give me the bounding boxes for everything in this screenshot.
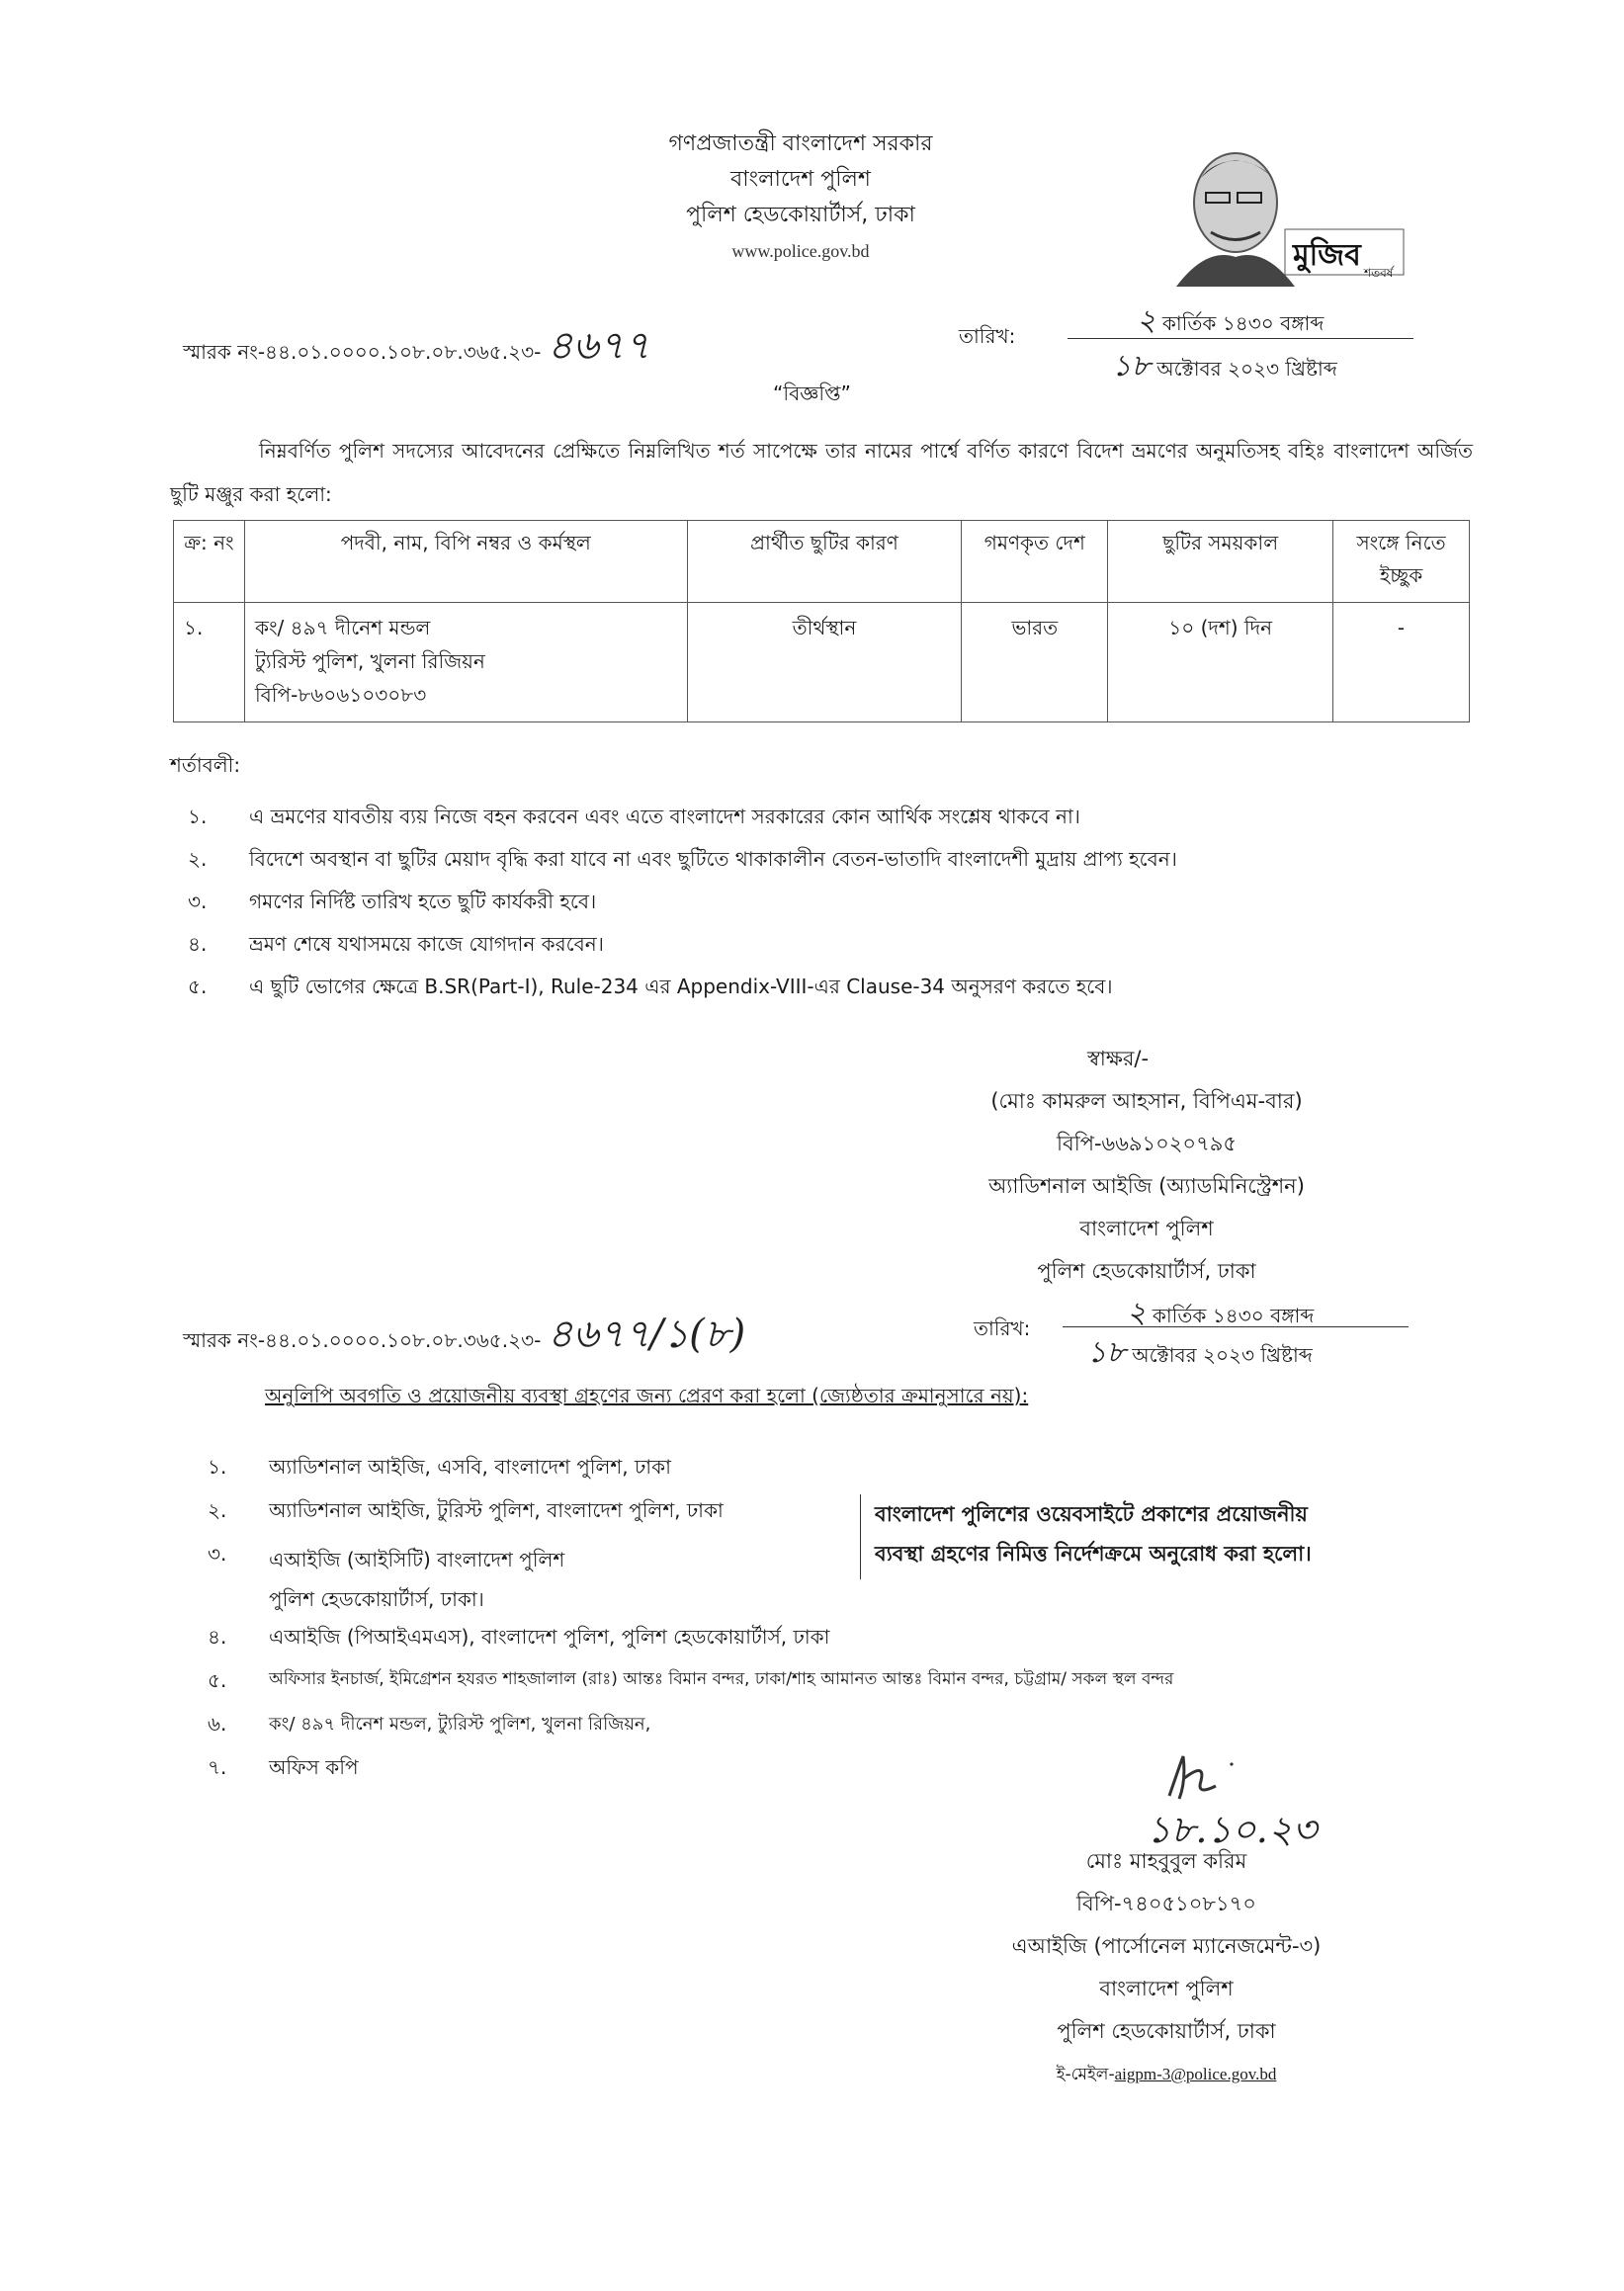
member-bp: বিপি-৮৬০৬১০৩০৮৩ [254, 683, 427, 707]
list-item: ৭. অফিস কপি [208, 1755, 359, 1779]
logo-text: মুজিব [1293, 238, 1361, 273]
cell-reason: তীর্থস্থান [687, 603, 962, 722]
memo-number [183, 314, 650, 381]
list-item: ৪. এআইজি (পিআইএমএস), বাংলাদেশ পুলিশ, পুলিশ হেডকোয়ার্টার্স, ঢাকা [208, 1625, 830, 1649]
date-label: তারিখ: [959, 324, 1016, 348]
signatory2-email [949, 2053, 1384, 2096]
mujib-borsho-logo-icon [1166, 138, 1411, 287]
date-english-day: ১৮ [1112, 349, 1151, 383]
date-english-text: অক্টোবর ২০২৩ খ্রিষ্টাব্দ [1156, 357, 1337, 381]
signatory-designation: অ্যাডিশনাল আইজি (অ্যাডমিনিস্ট্রেশন) [988, 1174, 1305, 1198]
table-header-row [174, 521, 1470, 603]
cell-companion: - [1333, 603, 1470, 722]
list-item: ২. বিদেশে অবস্থান বা ছুটির মেয়াদ বৃদ্ধি করা যাবে না এবং ছুটিতে থাকাকালীন বেতন-ভাতাদি বাংলাদেশী মুদ্রায় প্রাপ্য হবেন। [188, 847, 1177, 871]
signatory-office: পুলিশ হেডকোয়ার্টার্স, ঢাকা [1037, 1259, 1256, 1283]
date-bangla [1137, 297, 1433, 347]
header-designation: পদবী, নাম, বিপি নম্বর ও কর্মস্থল [244, 521, 687, 603]
header-reason: প্রার্থীত ছুটির কারণ [687, 521, 962, 603]
signatory2-designation: এআইজি (পার্সোনেল ম্যানেজমেন্ট-৩) [1011, 1934, 1322, 1958]
memo-number-handwritten: ৪৬৭৭ [547, 323, 650, 369]
conditions-heading: শর্তাবলী: [170, 753, 241, 777]
signatory2-name: মোঃ মাহবুবুল করিম [1085, 1849, 1247, 1873]
list-item: ৫. এ ছুটি ভোগের ক্ষেত্রে B.SR(Part-I), Rule-234 এর Appendix-VIII-এর Clause-34 অনুসরণ করতে হবে। [188, 975, 1113, 998]
cell-serial: ১. [174, 603, 245, 722]
header-serial: ক্র: নং [174, 521, 245, 603]
copy-date-divider [1063, 1326, 1409, 1327]
copy-date-english [1087, 1328, 1423, 1379]
notice-title: “বিজ্ঞপ্তি” [773, 382, 851, 405]
memo-prefix: স্মারক নং-৪৪.০১.০০০০.১০৮.০৮.৩৬৫.২৩- [183, 340, 542, 364]
list-item: ৬. কং/ ৪৯৭ দীনেশ মন্ডল, ট্যুরিস্ট পুলিশ, খুলনা রিজিয়ন, [208, 1712, 651, 1736]
signatory-org: বাংলাদেশ পুলিশ [1079, 1217, 1214, 1240]
conditions-list [188, 803, 1473, 1015]
header-duration: ছুটির সময়কাল [1108, 521, 1333, 603]
copy-memo-prefix: স্মারক নং-৪৪.০১.০০০০.১০৮.০৮.৩৬৫.২৩- [183, 1328, 542, 1352]
email-label: ই-মেইল- [1056, 2065, 1115, 2084]
list-item: ৪. ভ্রমণ শেষে যথাসময়ে কাজে যোগদান করবেন। [188, 932, 604, 956]
letterhead [534, 127, 1068, 269]
signature-block-2 [949, 1840, 1384, 2096]
header-companion: সংঙ্গে নিতে ইচ্ছুক [1333, 521, 1470, 603]
member-unit: ট্যুরিস্ট পুলিশ, খুলনা রিজিয়ন [254, 649, 485, 673]
date-bangla-day: ২ [1137, 303, 1156, 338]
website-note-line2: ব্যবস্থা গ্রহণের নিমিত্ত নির্দেশক্রমে অনুরোধ করা হলো। [875, 1542, 1312, 1566]
copy-memo-number [183, 1303, 745, 1369]
header-office: পুলিশ হেডকোয়ার্টার্স, ঢাকা [686, 203, 915, 227]
list-item: ৩. এআইজি (আইসিটি) বাংলাদেশ পুলিশ পুলিশ হেডকোয়ার্টার্স, ঢাকা। [208, 1542, 565, 1611]
signature-block-1 [909, 1038, 1384, 1293]
copy-heading: অনুলিপি অবগতি ও প্রয়োজনীয় ব্যবস্থা গ্রহণের জন্য প্রেরণ করা হলো (জ্যেষ্ঠতার ক্রমানুসারে নয়): [265, 1384, 1029, 1407]
intro-paragraph: নিম্নবর্ণিত পুলিশ সদস্যের আবেদনের প্রেক্ষিতে নিম্নলিখিত শর্ত সাপেক্ষে তার নামের পার্শ্বে বর্ণিত কারণে বিদেশ ভ্রমণের অনুমতিসহ বহিঃ বাংলাদেশ অর্জিত ছুটি মঞ্জুর করা হলো: [170, 439, 1473, 506]
list-item: ১. এ ভ্রমণের যাবতীয় ব্যয় নিজে বহন করবেন এবং এতে বাংলাদেশ সরকারের কোন আর্থিক সংশ্লেষ থাকবে না। [188, 805, 1080, 828]
email-link[interactable]: aigpm-3@police.gov.bd [1114, 2065, 1277, 2083]
copy-date-english-day: ১৮ [1087, 1335, 1126, 1370]
copy-date-bangla-day: ২ [1127, 1296, 1147, 1330]
signatory2-org: বাংলাদেশ পুলিশ [1099, 1977, 1234, 2000]
signatory-bp: বিপি-৬৬৯১০২০৭৯৫ [1057, 1132, 1237, 1155]
logo-subtext: শতবর্ষ [1364, 266, 1394, 280]
header-website: www.police.gov.bd [731, 241, 870, 261]
date-bangla-text: কার্তিক ১৪৩০ বঙ্গাব্দ [1161, 311, 1325, 335]
cell-member [244, 603, 687, 722]
signatory2-office: পুলিশ হেডকোয়ার্টার্স, ঢাকা [1057, 2019, 1276, 2043]
copy-date-english-text: অক্টোবর ২০২৩ খ্রিষ্টাব্দ [1132, 1343, 1313, 1367]
signatory2-bp: বিপি-৭৪০৫১০৮১৭০ [1076, 1892, 1256, 1915]
list-item: ২. অ্যাডিশনাল আইজি, টুরিস্ট পুলিশ, বাংলাদেশ পুলিশ, ঢাকা [208, 1498, 724, 1522]
signatory-name: (মোঃ কামরুল আহসান, বিপিএম-বার) [990, 1089, 1303, 1113]
header-country: গমণকৃত দেশ [962, 521, 1108, 603]
copy-date-bangla-text: কার্তিক ১৪৩০ বঙ্গাব্দ [1152, 1304, 1315, 1327]
leave-table [173, 520, 1470, 722]
copy-memo-number-handwritten: ৪৬৭৭/১(৮) [547, 1312, 746, 1357]
member-name: কং/ ৪৯৭ দীনেশ মন্ডল [254, 616, 431, 639]
list-item: ৩. গমণের নির্দিষ্ট তারিখ হতে ছুটি কার্যকরী হবে। [188, 890, 597, 913]
header-government: গণপ্রজাতন্ত্রী বাংলাদেশ সরকার [668, 131, 933, 156]
website-note [860, 1494, 1389, 1579]
list-item: ১. অ্যাডিশনাল আইজি, এসবি, বাংলাদেশ পুলিশ, ঢাকা [208, 1455, 671, 1479]
header-organization: বাংলাদেশ পুলিশ [730, 167, 871, 192]
website-note-line1: বাংলাদেশ পুলিশের ওয়েবসাইটে প্রকাশের প্রয়োজনীয় [875, 1502, 1308, 1526]
table-row [174, 603, 1470, 722]
cell-duration: ১০ (দশ) দিন [1108, 603, 1333, 722]
signature-date-handwritten: ১৮.১০.২৩ [1147, 1808, 1318, 1851]
signed-mark: স্বাক্ষর/- [1087, 1047, 1150, 1070]
list-item: ৫. অফিসার ইনচার্জ, ইমিগ্রেশন হযরত শাহজালাল (রাঃ) আন্তঃ বিমান বন্দর, ঢাকা/শাহ আমানত আন্তঃ বিমান বন্দর, চট্টগ্রাম/ সকল স্থল বন্দর [208, 1668, 1174, 1692]
cell-country: ভারত [962, 603, 1108, 722]
date-divider [1068, 338, 1413, 339]
copy-date-label: তারিখ: [974, 1316, 1031, 1340]
